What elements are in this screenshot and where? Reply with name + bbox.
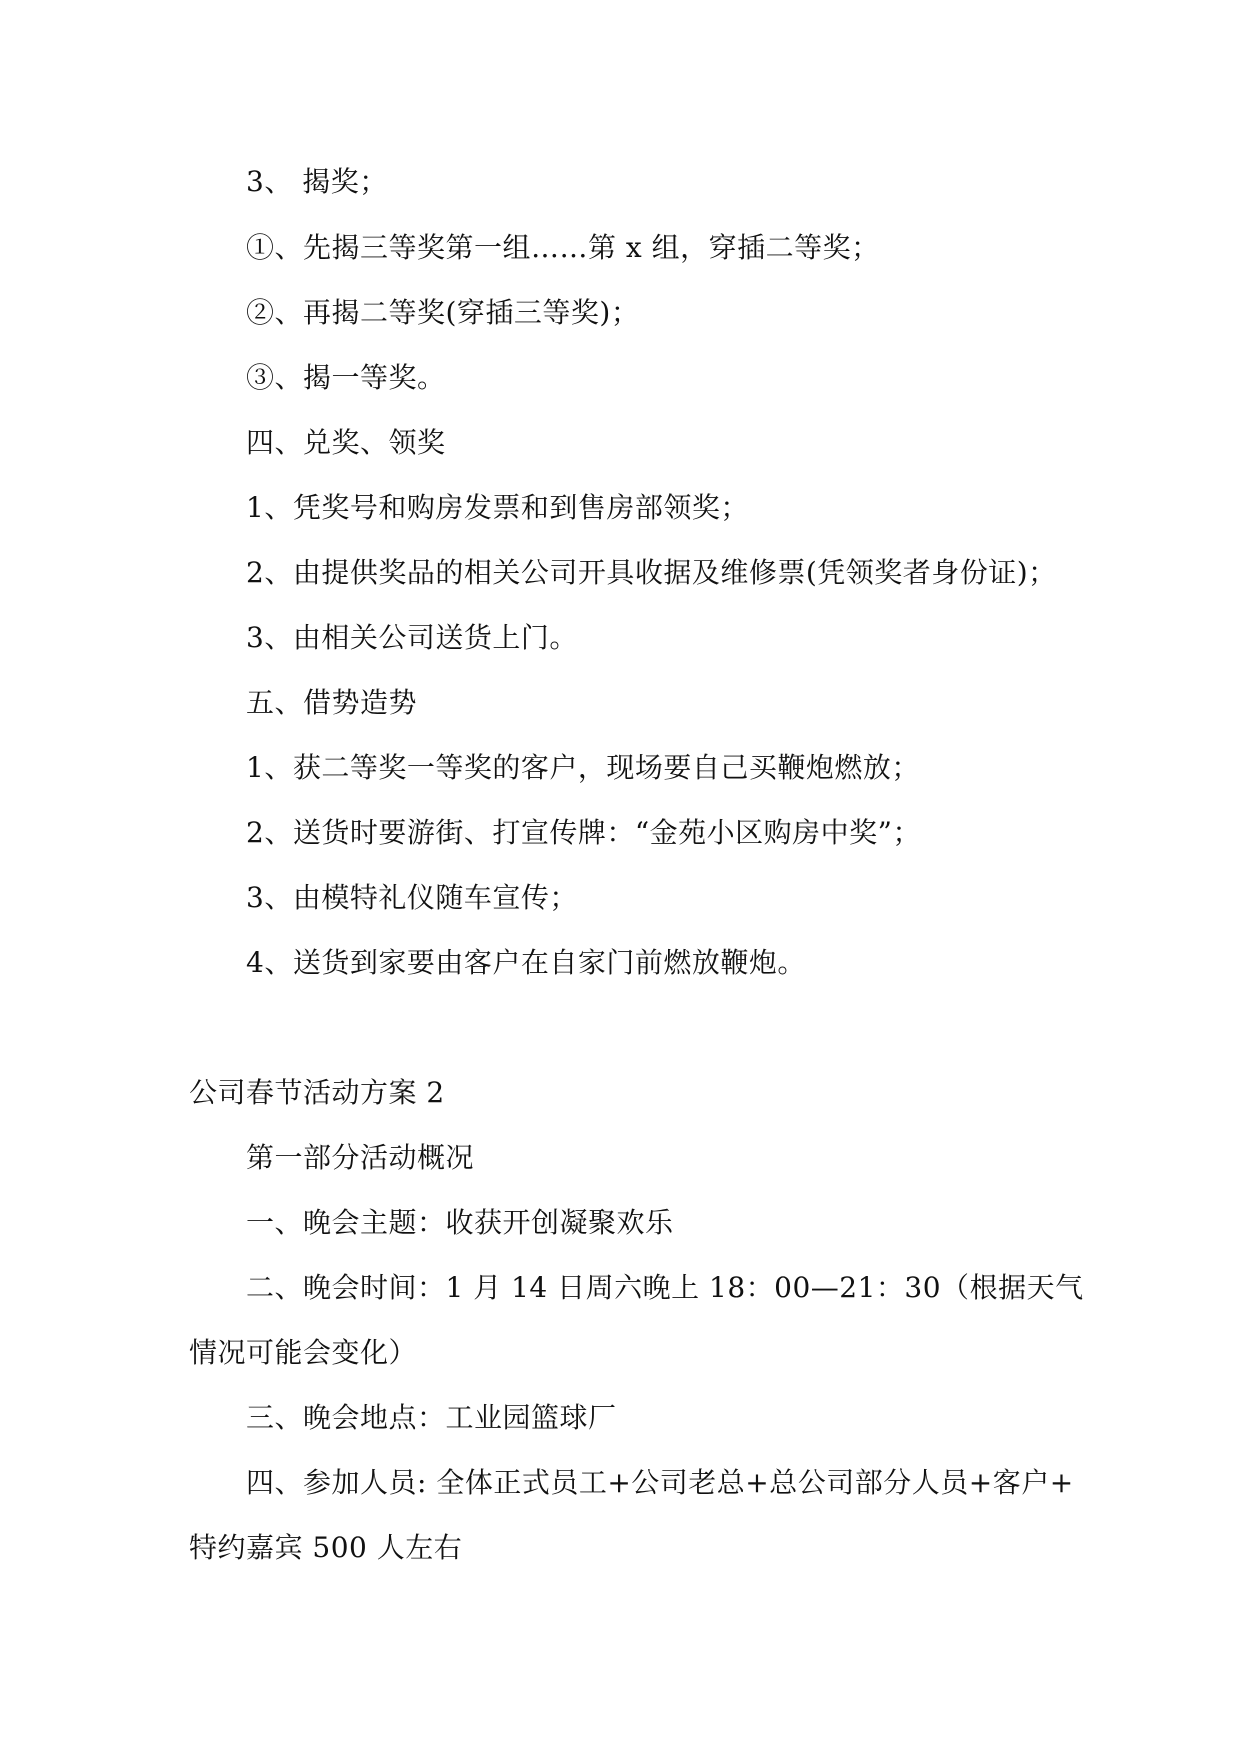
text-line: 第一部分活动概况	[246, 1141, 475, 1174]
text-line: 1、获二等奖一等奖的客户，现场要自己买鞭炮燃放；	[246, 751, 920, 784]
text-line: ②、再揭二等奖(穿插三等奖)；	[246, 296, 640, 329]
text-line: 1、凭奖号和购房发票和到售房部领奖；	[246, 491, 749, 524]
text-line: 五、借势造势	[246, 686, 418, 719]
text-line: 二、晚会时间：1 月 14 日周六晚上 18：00—21：30（根据天气	[246, 1271, 1084, 1304]
section-title: 公司春节活动方案 2	[189, 1076, 445, 1109]
text-line: 四、兑奖、领奖	[246, 426, 446, 459]
text-line: 3、由模特礼仪随车宣传；	[246, 881, 578, 914]
text-line: 特约嘉宾 500 人左右	[189, 1531, 463, 1564]
text-line: 4、送货到家要由客户在自家门前燃放鞭炮。	[246, 946, 806, 979]
text-line: 三、晚会地点：工业园篮球厂	[246, 1401, 617, 1434]
text-line: 一、晚会主题：收获开创凝聚欢乐	[246, 1206, 674, 1239]
text-line: ①、先揭三等奖第一组……第 x 组，穿插二等奖；	[246, 231, 880, 264]
text-line: 四、参加人员: 全体正式员工+公司老总+总公司部分人员+客户+	[246, 1466, 1074, 1499]
text-line: 情况可能会变化）	[189, 1336, 418, 1369]
text-line: ③、揭一等奖。	[246, 361, 446, 394]
text-line: 3、 揭奖；	[246, 165, 388, 198]
text-line: 3、由相关公司送货上门。	[246, 621, 578, 654]
text-line: 2、由提供奖品的相关公司开具收据及维修票(凭领奖者身份证)；	[246, 556, 1057, 589]
text-line: 2、送货时要游街、打宣传牌：“金苑小区购房中奖”；	[246, 816, 921, 849]
